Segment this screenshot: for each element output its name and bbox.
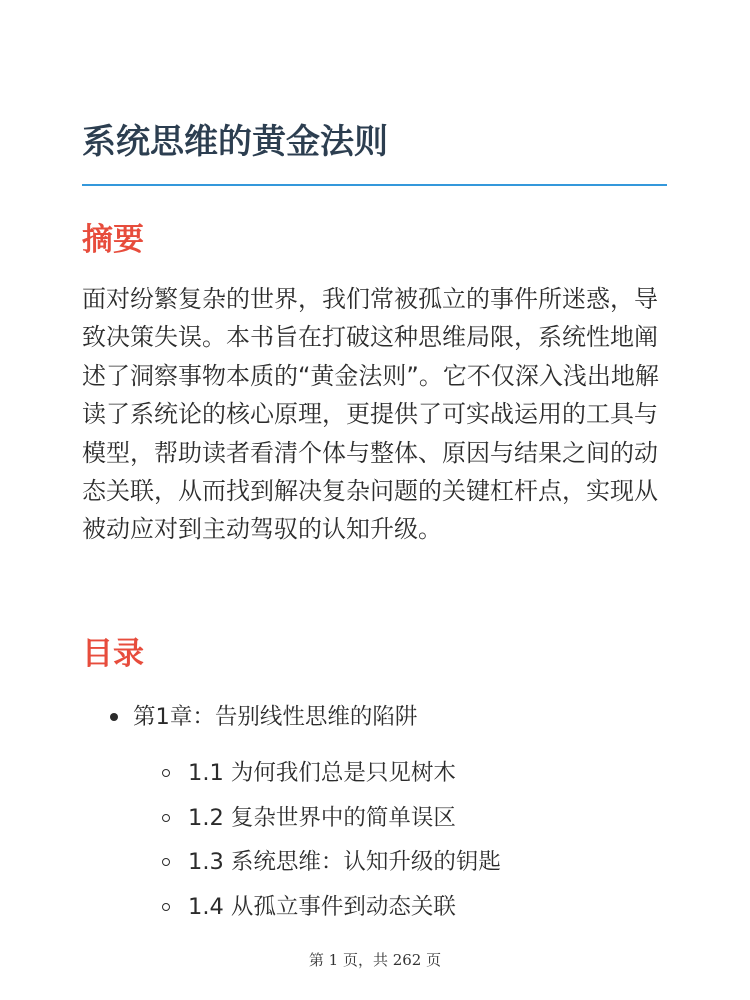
toc-section-1-4[interactable]: 1.4 从孤立事件到动态关联 — [188, 894, 456, 920]
toc-bullet-circle — [162, 814, 170, 822]
page-number-footer: 第 1 页，共 262 页 — [308, 951, 442, 969]
toc-section-1-2[interactable]: 1.2 复杂世界中的简单误区 — [188, 805, 456, 831]
abstract-heading: 摘要 — [82, 222, 144, 258]
toc-section-1-1[interactable]: 1.1 为何我们总是只见树木 — [188, 760, 456, 786]
document-title: 系统思维的黄金法则 — [82, 122, 388, 162]
toc-bullet-circle — [162, 858, 170, 866]
title-divider — [82, 184, 667, 186]
toc-bullet-circle — [162, 903, 170, 911]
toc-bullet-circle — [162, 769, 170, 777]
toc-bullet-disc — [110, 713, 118, 721]
toc-chapter-1[interactable]: 第1章：告别线性思维的陷阱 — [133, 704, 418, 730]
toc-heading: 目录 — [82, 636, 144, 672]
toc-section-1-3[interactable]: 1.3 系统思维：认知升级的钥匙 — [188, 849, 501, 875]
abstract-body: 面对纷繁复杂的世界，我们常被孤立的事件所迷惑，导致决策失误。本书旨在打破这种思维局限，系统性地阐述了洞察事物本质的“黄金法则”。它不仅深入浅出地解读了系统论的核心原理，更提供了可实战运用的工具与模型，帮助读者看清个体与整体、原因与结果之间的动态关联，从而找到解决复杂问题的关键杠杆点，实现从被动应对到主动驾驭的认知升级。 — [82, 285, 659, 544]
